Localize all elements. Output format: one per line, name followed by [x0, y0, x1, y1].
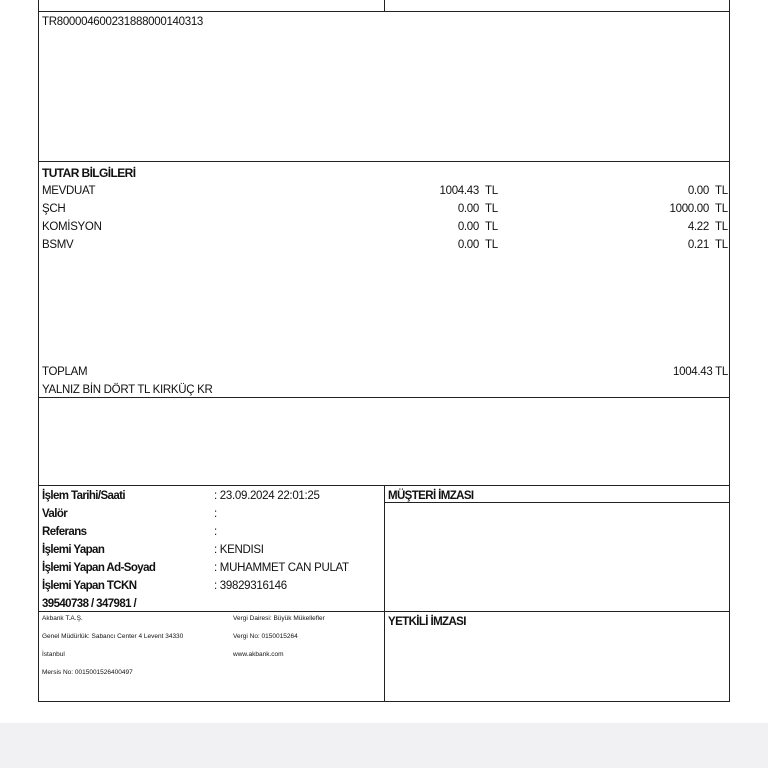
- receipt-document: [38, 0, 730, 702]
- row-value-mevduat-2: 0.00: [687, 185, 709, 197]
- footer-address: Genel Müdürlük: Sabancı Center 4 Levent 34330: [42, 633, 184, 640]
- txn-value-fullname: : MUHAMMET CAN PULAT: [214, 562, 349, 574]
- row-unit-bsmv-1: TL: [485, 239, 498, 251]
- footer-city: İstanbul: [42, 651, 65, 658]
- total-value: 1004.43 TL: [673, 366, 728, 378]
- txn-label-reference: Referans: [42, 526, 87, 538]
- row-value-komisyon-1: 0.00: [457, 221, 479, 233]
- row-unit-sch-2: TL: [715, 203, 728, 215]
- row-label-sch: ŞCH: [42, 203, 66, 215]
- customer-signature-underline: [384, 502, 729, 503]
- txn-value-performer: : KENDISI: [214, 544, 264, 556]
- row-label-mevduat: MEVDUAT: [42, 185, 96, 197]
- row-value-komisyon-2: 4.22: [687, 221, 709, 233]
- txn-value-date: : 23.09.2024 22:01:25: [214, 490, 320, 502]
- top-border: [39, 11, 729, 12]
- txn-label-fullname: İşlemi Yapan Ad-Soyad: [42, 562, 156, 574]
- footer-top-border: [39, 611, 729, 612]
- txn-value-reference: :: [214, 526, 217, 538]
- footer-company: Akbank T.A.Ş.: [42, 615, 83, 622]
- txn-code: 39540738 / 347981 /: [42, 598, 137, 610]
- amounts-bottom-border: [39, 397, 729, 398]
- row-value-bsmv-1: 0.00: [457, 239, 479, 251]
- txn-label-date: İşlem Tarihi/Saati: [42, 490, 125, 502]
- total-label: TOPLAM: [42, 366, 88, 378]
- iban-text: TR800004600231888000140313: [42, 16, 204, 28]
- row-unit-komisyon-1: TL: [485, 221, 498, 233]
- amounts-top-border: [39, 161, 729, 162]
- signature-divider: [384, 485, 385, 702]
- row-label-bsmv: BSMV: [42, 239, 74, 251]
- footer-website: www.akbank.com: [233, 651, 284, 658]
- row-unit-komisyon-2: TL: [715, 221, 728, 233]
- total-words: YALNIZ BİN DÖRT TL KIRKÜÇ KR: [42, 384, 213, 396]
- row-unit-mevduat-2: TL: [715, 185, 728, 197]
- footer-tax-office: Vergi Dairesi: Büyük Mükellefler: [233, 615, 325, 622]
- row-unit-mevduat-1: TL: [485, 185, 498, 197]
- txn-value-valor: :: [214, 508, 217, 520]
- row-value-sch-2: 1000.00: [669, 203, 709, 215]
- row-value-bsmv-2: 0.21: [687, 239, 709, 251]
- row-value-sch-1: 0.00: [457, 203, 479, 215]
- txn-label-performer: İşlemi Yapan: [42, 544, 105, 556]
- amounts-heading: TUTAR BİLGİLERİ: [42, 166, 136, 180]
- txn-value-tckn: : 39829316146: [214, 580, 287, 592]
- customer-signature-label: MÜŞTERİ İMZASI: [388, 490, 474, 502]
- txn-label-tckn: İşlemi Yapan TCKN: [42, 580, 137, 592]
- row-label-komisyon: KOMİSYON: [42, 221, 102, 233]
- authorized-signature-label: YETKİLİ İMZASI: [388, 616, 466, 628]
- txn-label-valor: Valör: [42, 508, 68, 520]
- page-background-strip: [0, 723, 768, 768]
- row-value-mevduat-1: 1004.43: [439, 185, 479, 197]
- row-unit-sch-1: TL: [485, 203, 498, 215]
- footer-mersis: Mersis No: 0015001526400497: [42, 669, 133, 676]
- footer-tax-number: Vergi No: 0150015264: [233, 633, 298, 640]
- row-unit-bsmv-2: TL: [715, 239, 728, 251]
